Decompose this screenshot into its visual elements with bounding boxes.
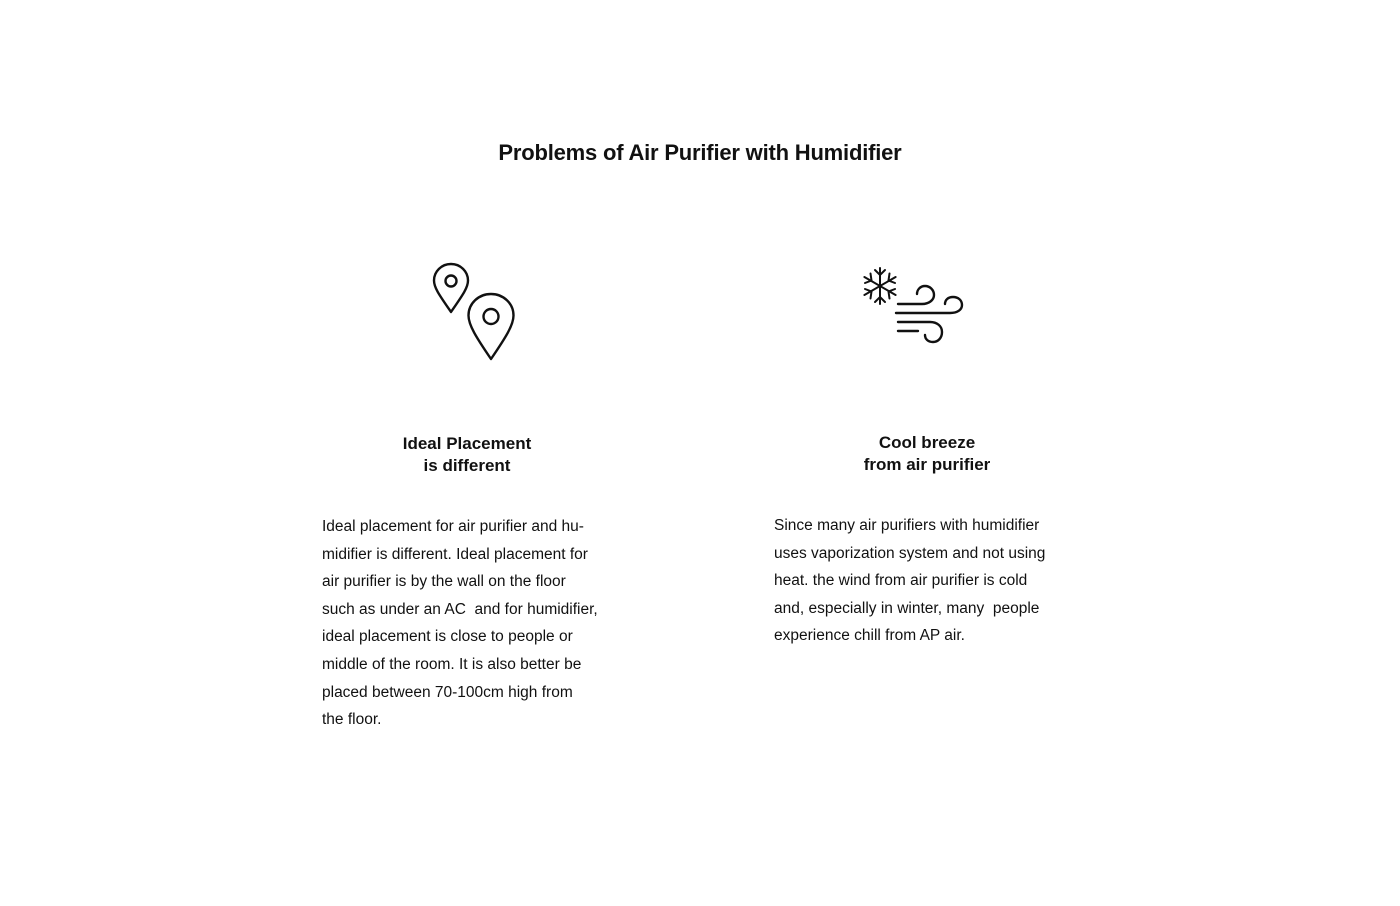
body-line: and, especially in winter, many people	[774, 599, 1040, 617]
body-line: experience chill from AP air.	[774, 627, 965, 645]
body-line: placed between 70-100cm high from	[322, 683, 573, 701]
heading-line: is different	[423, 456, 511, 475]
section-heading-ideal-placement	[317, 433, 617, 477]
location-pins-icon	[428, 258, 520, 364]
body-line: uses vaporization system and not using	[774, 544, 1046, 562]
snowflake-icon	[864, 268, 895, 304]
section-body-cool-breeze	[774, 512, 1094, 650]
body-line: the floor.	[322, 711, 382, 729]
section-body-ideal-placement	[322, 513, 642, 734]
heading-line: Cool breeze	[878, 433, 976, 452]
heading-line: from air purifier	[863, 455, 991, 474]
body-line: ideal placement is close to people or	[322, 628, 573, 646]
body-line: middle of the room. It is also better be	[322, 655, 582, 673]
wind-icon	[896, 286, 962, 342]
body-line: Ideal placement for air purifier and hu-	[322, 518, 584, 535]
body-line: Since many air purifiers with humidifier	[774, 517, 1040, 534]
section-heading-cool-breeze	[777, 432, 1077, 476]
body-line: air purifier is by the wall on the floor	[322, 573, 566, 591]
heading-line: Ideal Placement	[402, 434, 532, 453]
body-line: heat. the wind from air purifier is cold	[774, 572, 1028, 590]
body-line: such as under an AC and for humidifier,	[322, 600, 598, 618]
body-line: midifier is different. Ideal placement for	[322, 545, 588, 563]
page-title: Problems of Air Purifier with Humidifier	[498, 140, 902, 165]
snowflake-wind-icon	[858, 264, 968, 354]
